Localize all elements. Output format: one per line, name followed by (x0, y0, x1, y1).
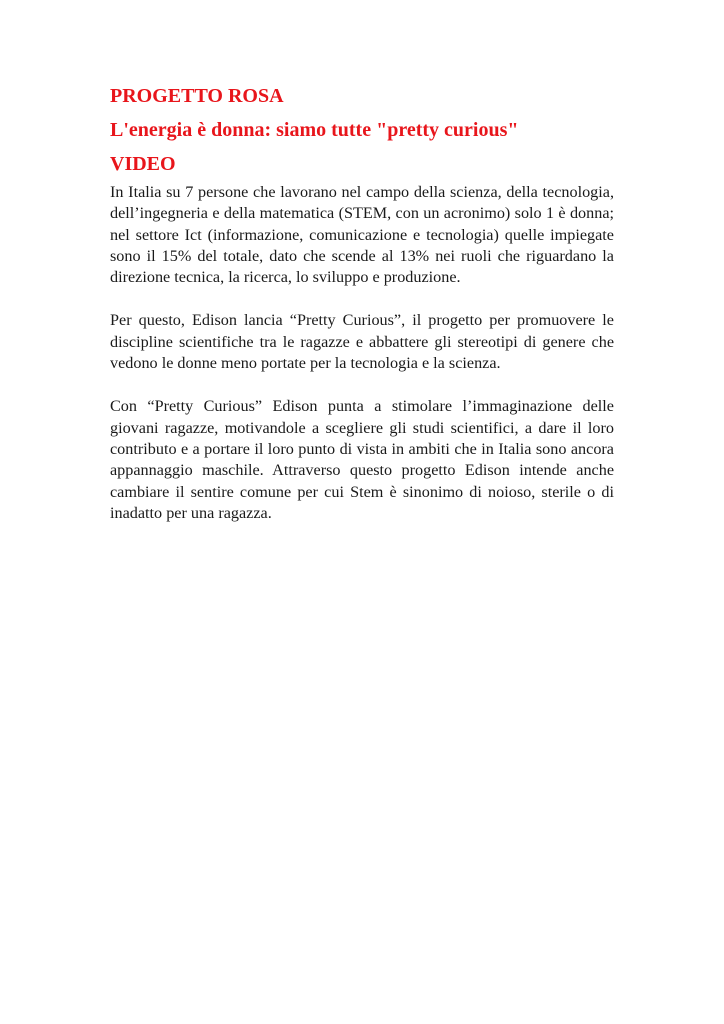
section-heading-video: VIDEO (110, 153, 176, 175)
paragraph-stem-statistics: In Italia su 7 persone che lavorano nel campo della scienza, della tecnologia, dell’ingegneria e della matematica (STEM, con un acronimo) solo 1 è donna; nel settore Ict (informazione, comunicazione e tecnologia) quelle impiegate sono il 15% del totale, dato che scende al 13% nei ruoli che riguardano la direzione tecnica, la ricerca, lo sviluppo e produzione. (110, 183, 614, 287)
document-subtitle: L'energia è donna: siamo tutte "pretty curious" (110, 119, 519, 141)
paragraph-edison-launch: Per questo, Edison lancia “Pretty Curious”, il progetto per promuovere le discipline scientifiche tra le ragazze e abbattere gli stereotipi di genere che vedono le donne meno portate per la tecnologia e la scienza. (110, 311, 614, 373)
document-title: PROGETTO ROSA (110, 85, 284, 107)
paragraph-project-goals: Con “Pretty Curious” Edison punta a stimolare l’immaginazione delle giovani ragazze, motivandole a scegliere gli studi scientifici, a dare il loro contributo e a portare il loro punto di vista in ambiti che in Italia sono ancora appannaggio maschile. Attraverso questo progetto Edison intende anche cambiare il sentire comune per cui Stem è sinonimo di noioso, sterile o di inadatto per una ragazza. (110, 397, 614, 522)
document-content (110, 84, 614, 524)
